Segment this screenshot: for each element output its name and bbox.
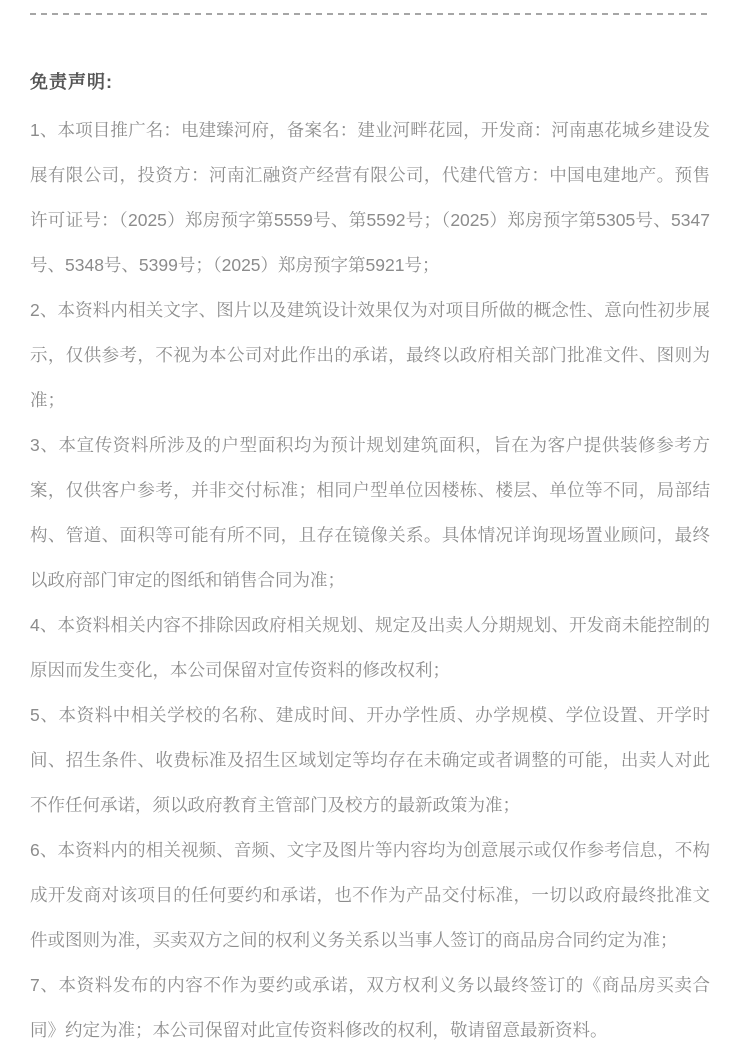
disclaimer-item-7: 7、本资料发布的内容不作为要约或承诺，双方权利义务以最终签订的《商品房买卖合同》约定为准；本公司保留对此宣传资料修改的权利，敬请留意最新资料。: [30, 975, 710, 1040]
disclaimer-content: [30, 108, 710, 1053]
page-title: 免责声明:: [30, 72, 113, 92]
disclaimer-item-4: 4、本资料相关内容不排除因政府相关规划、规定及出卖人分期规划、开发商未能控制的原因而发生变化，本公司保留对宣传资料的修改权利；: [30, 615, 710, 680]
disclaimer-item-3: 3、本宣传资料所涉及的户型面积均为预计规划建筑面积，旨在为客户提供装修参考方案，仅供客户参考，并非交付标准；相同户型单位因楼栋、楼层、单位等不同，局部结构、管道、面积等可能有所不同，且存在镜像关系。具体情况详询现场置业顾问，最终以政府部门审定的图纸和销售合同为准；: [30, 435, 710, 590]
top-dashed-divider: [30, 13, 710, 15]
disclaimer-item-6: 6、本资料内的相关视频、音频、文字及图片等内容均为创意展示或仅作参考信息，不构成开发商对该项目的任何要约和承诺，也不作为产品交付标准，一切以政府最终批准文件或图则为准，买卖双方之间的权利义务关系以当事人签订的商品房合同约定为准；: [30, 840, 710, 950]
disclaimer-page: [0, 13, 740, 1053]
disclaimer-item-5: 5、本资料中相关学校的名称、建成时间、开办学性质、办学规模、学位设置、开学时间、招生条件、收费标准及招生区域划定等均存在未确定或者调整的可能，出卖人对此不作任何承诺，须以政府教育主管部门及校方的最新政策为准；: [30, 705, 710, 815]
disclaimer-item-2: 2、本资料内相关文字、图片以及建筑设计效果仅为对项目所做的概念性、意向性初步展示，仅供参考，不视为本公司对此作出的承诺，最终以政府相关部门批准文件、图则为准；: [30, 300, 710, 410]
disclaimer-item-1: 1、本项目推广名：电建臻河府，备案名：建业河畔花园，开发商：河南惠花城乡建设发展有限公司，投资方：河南汇融资产经营有限公司，代建代管方：中国电建地产。预售许可证号：（2025）郑房预字第5559号、第5592号；（2025）郑房预字第5305号、5347号、5348号、5399号；（2025）郑房预字第5921号；: [30, 120, 710, 275]
